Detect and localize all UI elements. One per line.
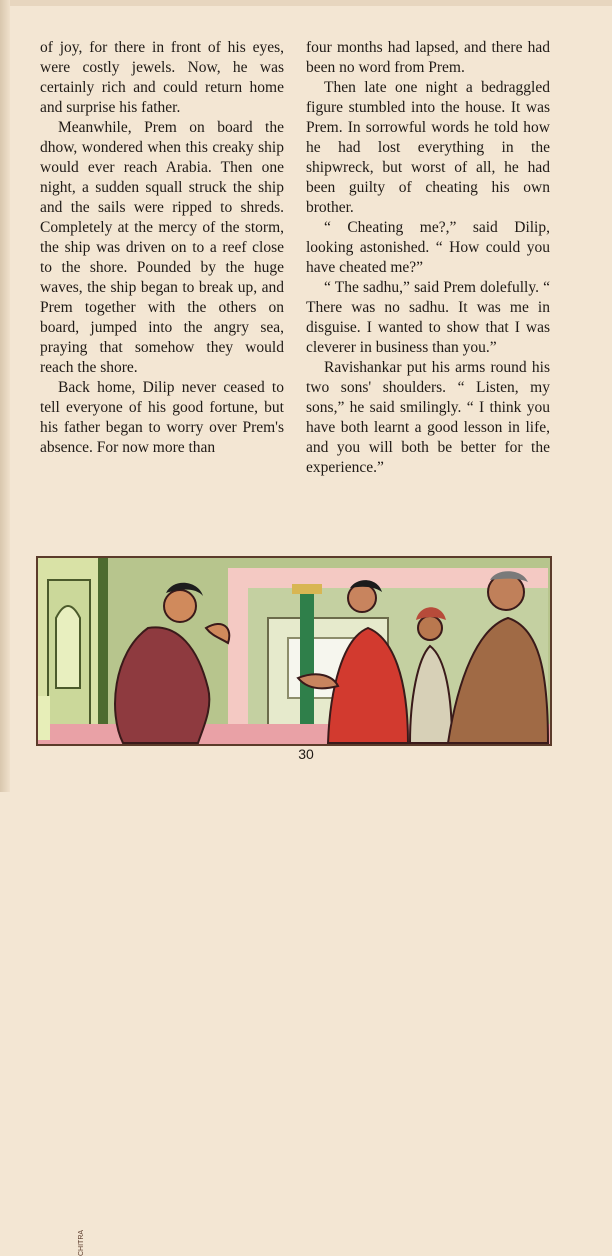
page-number: 30: [298, 746, 314, 762]
artist-credit: CHITRA: [78, 1229, 85, 1256]
prem-head: [164, 590, 196, 622]
servant-head: [418, 616, 442, 640]
dilip-head: [348, 584, 376, 612]
illustration-svg: [38, 558, 550, 744]
paragraph: of joy, for there in front of his eyes, were costly jewels. Now, he was certainly rich and could return home and surprise his father.: [40, 39, 284, 116]
credit-panel: [38, 696, 50, 740]
door-pillar: [98, 558, 108, 744]
text-columns: [40, 38, 550, 538]
paragraph: “ Cheating me?,” said Dilip, looking astonished. “ How could you have cheated me?”: [306, 219, 550, 276]
paragraph: “ The sadhu,” said Prem dolefully. “ There was no sadhu. It was me in disguise. I wanted to show that I was cleverer in business than you.”: [306, 279, 550, 356]
page-top-edge: [0, 0, 612, 6]
paragraph: Then late one night a bedraggled figure stumbled into the house. It was Prem. In sorrowful words he told how he had lost everything in the shipwreck, but worst of all, he had been guilty of cheating his own brother.: [306, 79, 550, 216]
paragraph: Back home, Dilip never ceased to tell everyone of his good fortune, but his father began to worry over Prem's absence. For now more than: [40, 379, 284, 456]
pillar: [300, 586, 314, 736]
arched-inset: [56, 606, 80, 688]
page-left-edge: [0, 0, 10, 792]
right-column: [306, 38, 550, 478]
paragraph: four months had lapsed, and there had been no word from Prem.: [306, 39, 550, 76]
paragraph: Meanwhile, Prem on board the dhow, wondered when this creaky ship would ever reach Arabia. Then one night, a sudden squall struck the ship and the sails were ripped to shreds. Completely at the mercy of the storm, the ship was driven on to a reef close to the shore. Pounded by the huge waves, the ship began to break up, and Prem together with the others on board, jumped into the angry sea, praying that somehow they would reach the shore.: [40, 119, 284, 376]
pillar-capital: [292, 584, 322, 594]
paragraph: Ravishankar put his arms round his two sons' shoulders. “ Listen, my sons,” he said smilingly. “ I think you have both learnt a good lesson in life, and you will both be better for the experience.”: [306, 359, 550, 476]
left-column: [40, 38, 284, 458]
